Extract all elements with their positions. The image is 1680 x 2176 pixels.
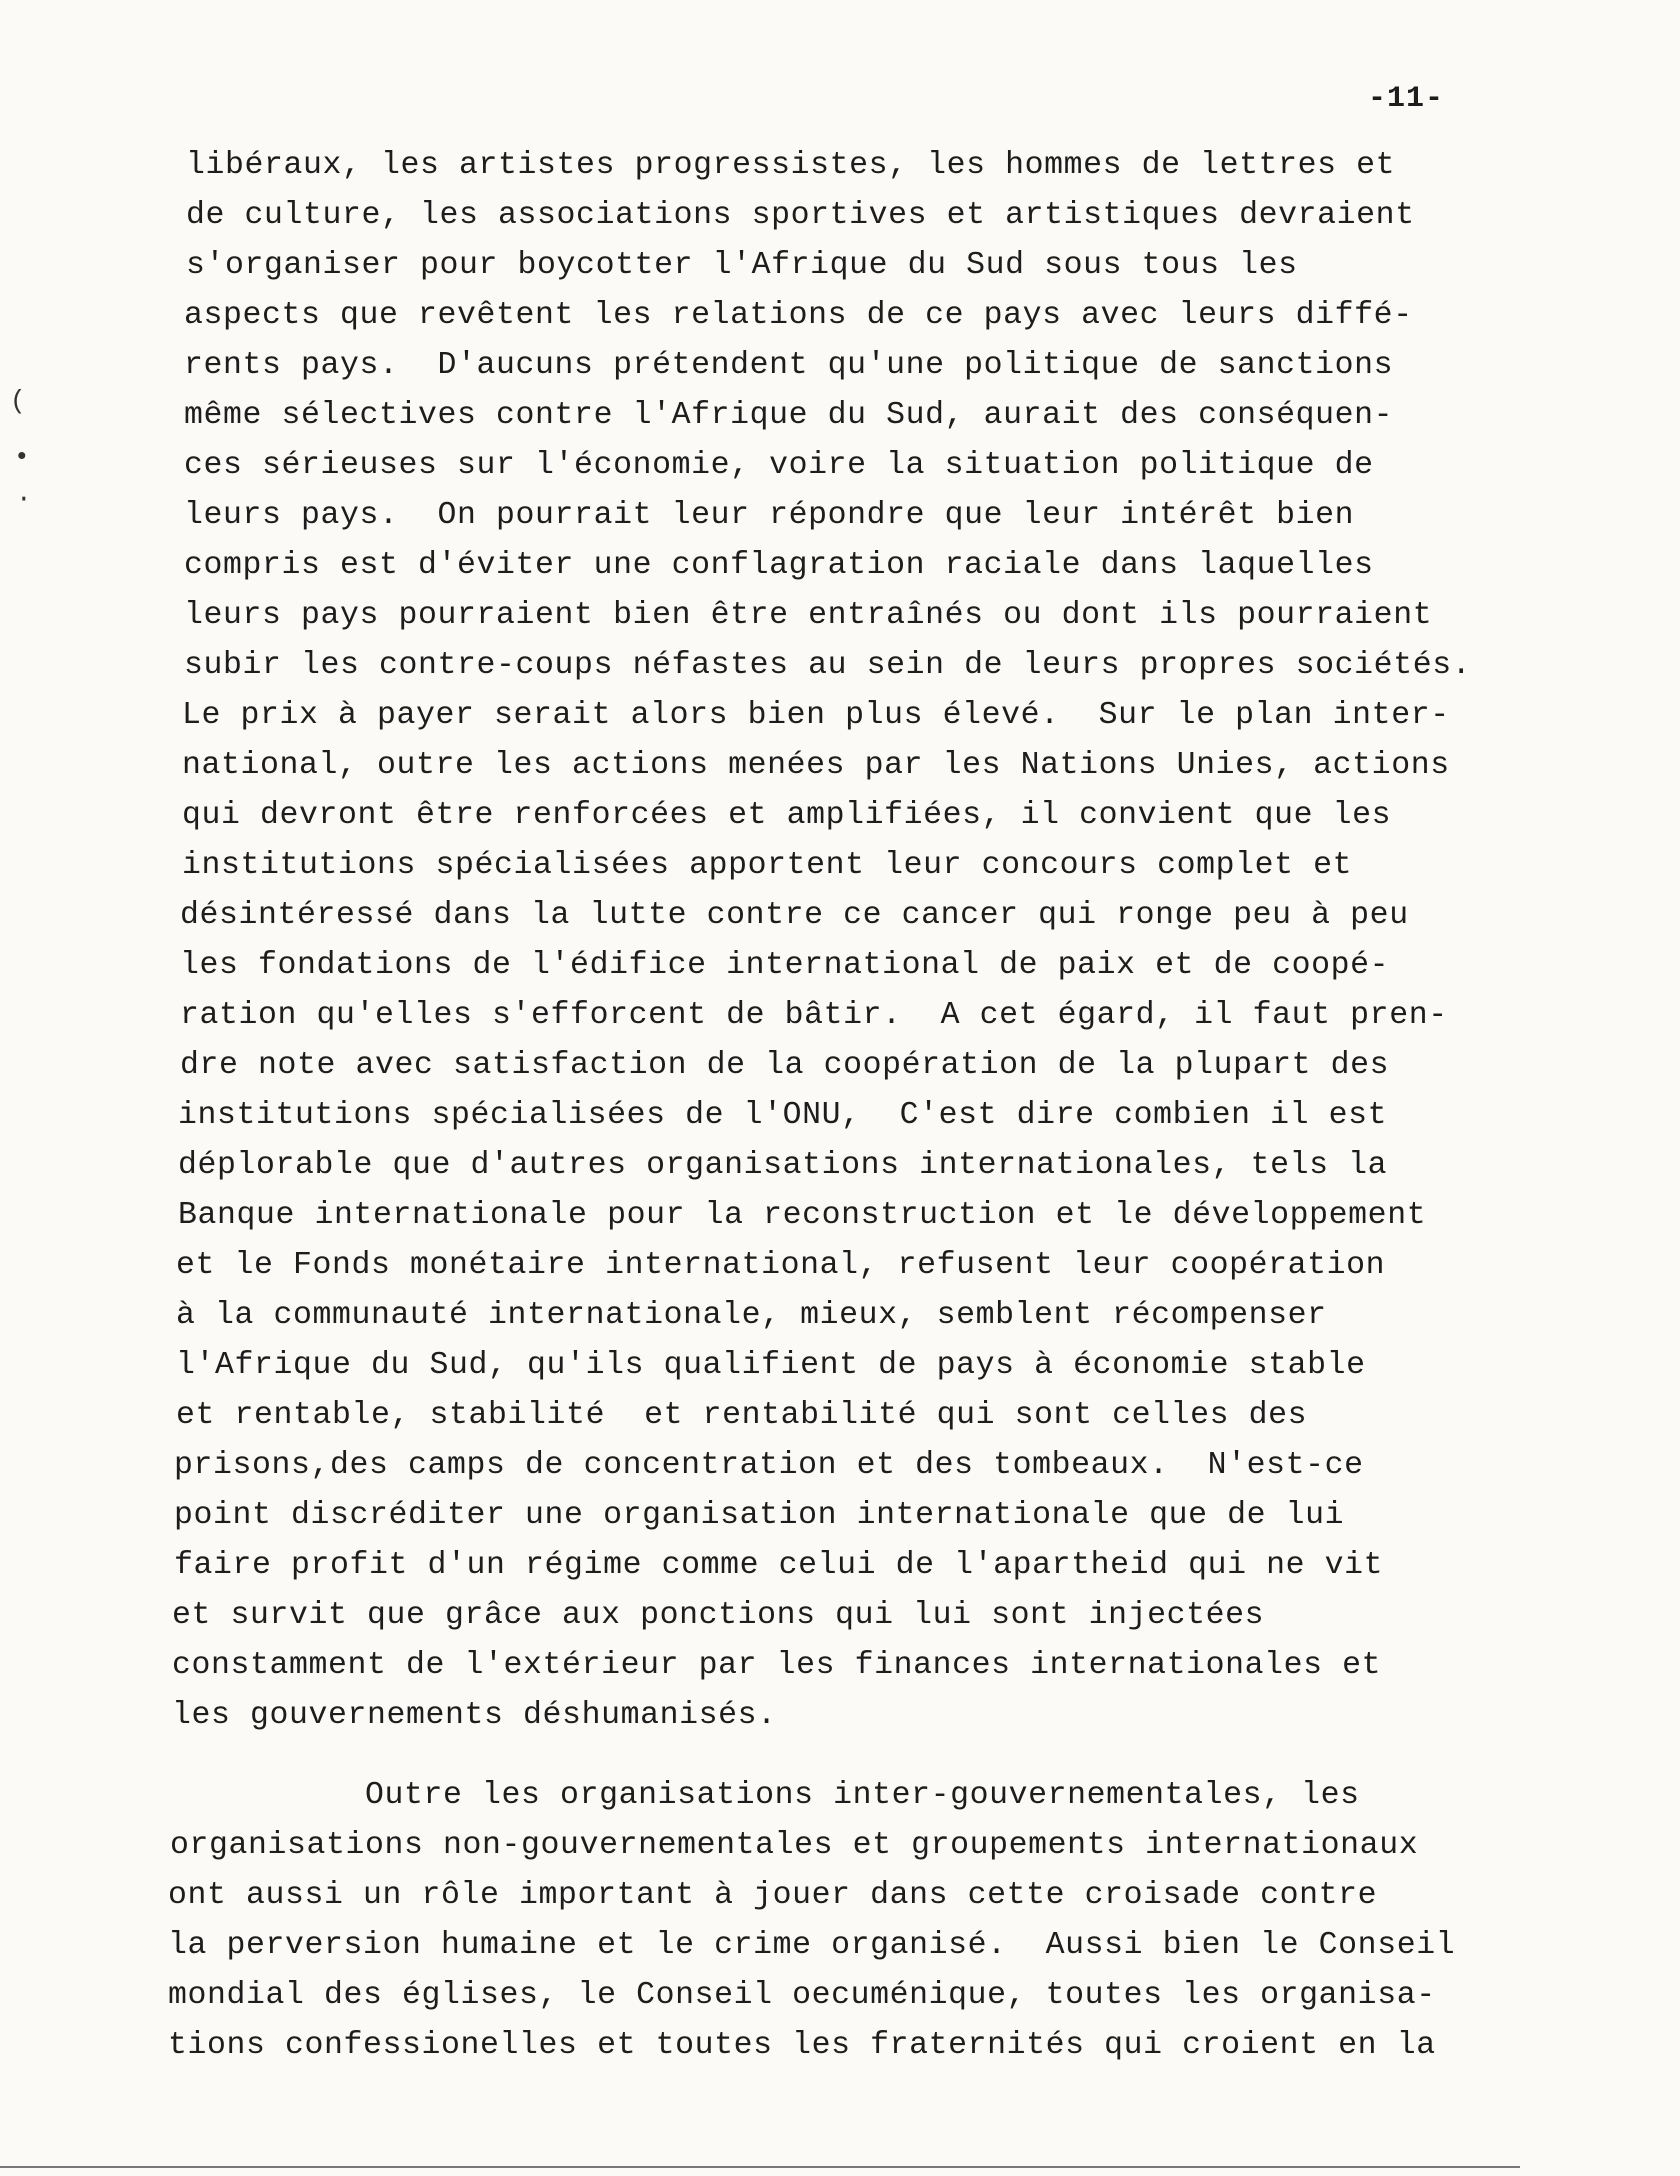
text-line: leurs pays. On pourrait leur répondre que leur intérêt bien	[184, 498, 1355, 533]
text-line: les gouvernements déshumanisés.	[172, 1698, 777, 1733]
text-line: national, outre les actions menées par les Nations Unies, actions	[182, 748, 1450, 783]
text-line: Le prix à payer serait alors bien plus élevé. Sur le plan inter-	[182, 698, 1450, 733]
margin-mark: •	[14, 442, 30, 472]
text-line: aspects que revêtent les relations de ce pays avec leurs diffé-	[184, 298, 1413, 333]
text-line: dre note avec satisfaction de la coopération de la plupart des	[180, 1048, 1390, 1083]
text-line: s'organiser pour boycotter l'Afrique du Sud sous tous les	[186, 248, 1298, 283]
text-line: et rentable, stabilité et rentabilité qui sont celles des	[176, 1398, 1308, 1433]
text-line: à la communauté internationale, mieux, semblent récompenser	[176, 1298, 1327, 1333]
text-line: Outre les organisations inter-gouvernementales, les	[170, 1778, 1360, 1813]
text-line: ces sérieuses sur l'économie, voire la situation politique de	[184, 448, 1374, 483]
text-line: constamment de l'extérieur par les finances internationales et	[172, 1648, 1382, 1683]
text-line: l'Afrique du Sud, qu'ils qualifient de pays à économie stable	[176, 1348, 1366, 1383]
text-line: compris est d'éviter une conflagration raciale dans laquelles	[184, 548, 1374, 583]
text-line: la perversion humaine et le crime organisé. Aussi bien le Conseil	[168, 1928, 1456, 1963]
page-number: -11-	[1368, 82, 1445, 116]
text-line: rents pays. D'aucuns prétendent qu'une politique de sanctions	[184, 348, 1394, 383]
text-line: et le Fonds monétaire international, refusent leur coopération	[176, 1248, 1386, 1283]
text-line: Banque internationale pour la reconstruction et le développement	[178, 1198, 1427, 1233]
text-line: déplorable que d'autres organisations internationales, tels la	[178, 1148, 1388, 1183]
text-line: prisons,des camps de concentration et des tombeaux. N'est-ce	[174, 1448, 1364, 1483]
text-line: qui devront être renforcées et amplifiées, il convient que les	[182, 798, 1392, 833]
text-line: point discréditer une organisation internationale que de lui	[174, 1498, 1345, 1533]
text-line: organisations non-gouvernementales et groupements internationaux	[170, 1828, 1419, 1863]
text-line: tions confessionelles et toutes les fraternités qui croient en la	[168, 2028, 1436, 2063]
text-line: institutions spécialisées de l'ONU, C'est dire combien il est	[178, 1098, 1388, 1133]
text-line: mondial des églises, le Conseil oecuménique, toutes les organisa-	[168, 1978, 1436, 2013]
margin-mark: ·	[16, 484, 32, 514]
page-bottom-rule	[0, 2166, 1520, 2168]
margin-mark: (	[10, 386, 26, 416]
text-line: ont aussi un rôle important à jouer dans cette croisade contre	[168, 1878, 1378, 1913]
text-line: faire profit d'un régime comme celui de l'apartheid qui ne vit	[174, 1548, 1384, 1583]
text-line: leurs pays pourraient bien être entraînés ou dont ils pourraient	[184, 598, 1433, 633]
text-line: ration qu'elles s'efforcent de bâtir. A cet égard, il faut pren-	[180, 998, 1448, 1033]
text-line: même sélectives contre l'Afrique du Sud, aurait des conséquen-	[184, 398, 1394, 433]
text-line: libéraux, les artistes progressistes, les hommes de lettres et	[186, 148, 1396, 183]
text-line: et survit que grâce aux ponctions qui lui sont injectées	[172, 1598, 1265, 1633]
text-line: subir les contre-coups néfastes au sein de leurs propres sociétés.	[184, 648, 1472, 683]
text-line: de culture, les associations sportives et artistiques devraient	[186, 198, 1415, 233]
text-line: désintéressé dans la lutte contre ce cancer qui ronge peu à peu	[180, 898, 1409, 933]
text-line: les fondations de l'édifice international de paix et de coopé-	[180, 948, 1390, 983]
text-line: institutions spécialisées apportent leur concours complet et	[182, 848, 1353, 883]
